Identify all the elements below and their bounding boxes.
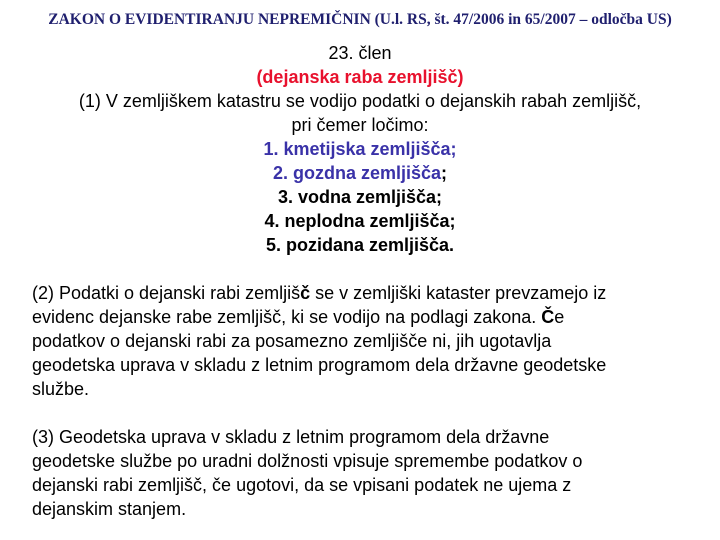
list-item-text: 4. neplodna zemljišča;: [264, 211, 456, 231]
law-title: ZAKON O EVIDENTIRANJU NEPREMIČNIN (U.l. RS, št. 47/2006 in 65/2007 – odločba US): [48, 11, 672, 28]
list-item-punct: ;: [441, 163, 448, 183]
paragraph-line: podatkov o dejanski rabi za posamezno zemljišče ni, jih ugotavlja: [32, 331, 552, 351]
paragraph-line: [32, 281, 692, 305]
list-item-text: 3. vodna zemljišča;: [277, 187, 443, 207]
text-run-bold: Č: [541, 307, 555, 327]
paragraph-line: dejanskim stanjem.: [32, 499, 187, 519]
text-run: e: [554, 307, 565, 327]
paragraph-line: službe.: [32, 379, 90, 399]
paragraph-line: geodetske službe po uradni dolžnosti vpisuje spremembe podatkov o: [32, 451, 583, 471]
paragraph-3: [32, 425, 692, 521]
text-run: (2) Podatki o dejanski rabi zemljiš: [32, 283, 301, 303]
list-item-agricultural: [0, 137, 720, 161]
paragraph-line: (3) Geodetska uprava v skladu z letnim programom dela državne: [32, 427, 550, 447]
intro-line-1: (1) V zemljiškem katastru se vodijo podatki o dejanskih rabah zemljišč,: [78, 91, 642, 111]
paragraph-line: geodetska uprava v skladu z letnim programom dela državne geodetske: [32, 355, 607, 375]
text-run: se v zemljiški kataster prevzamejo iz: [310, 283, 607, 303]
article-subtitle: (dejanska raba zemljišč): [256, 67, 464, 87]
list-item-forest: [0, 161, 720, 185]
list-item-water: [0, 185, 720, 209]
text-run: evidenc dejanske rabe zemljišč, ki se vodijo na podlagi zakona.: [32, 307, 542, 327]
paragraph-2: [32, 281, 692, 401]
text-run-bold: č: [300, 283, 311, 303]
list-item-barren: [0, 209, 720, 233]
list-item-built: [0, 233, 720, 257]
paragraph-line: [32, 305, 692, 329]
list-item-text: 2. gozdna zemljišča: [272, 163, 442, 183]
intro-line-2: pri čemer ločimo:: [291, 115, 429, 135]
paragraph-line: dejanski rabi zemljišč, če ugotovi, da se vpisani podatek ne ujema z: [32, 475, 572, 495]
article-block: [0, 41, 720, 257]
list-item-text: 1. kmetijska zemljišča;: [263, 139, 457, 159]
list-item-text: 5. pozidana zemljišča.: [265, 235, 455, 255]
article-number: 23. člen: [328, 43, 392, 63]
